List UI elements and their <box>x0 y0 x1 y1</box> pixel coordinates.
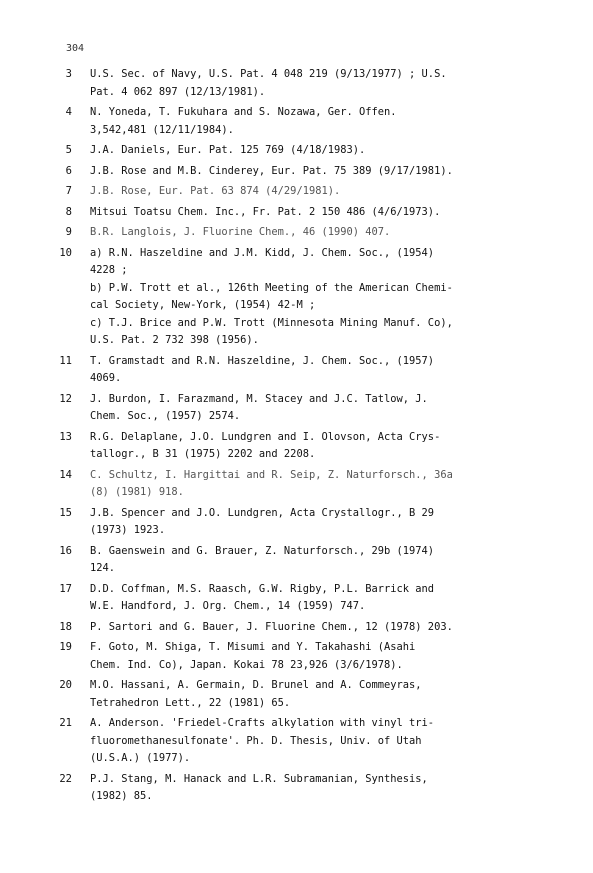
reference-item <box>0 505 593 540</box>
reference-number: 18 <box>59 620 72 633</box>
reference-line: Pat. 4 062 897 (12/13/1981). <box>90 85 266 98</box>
reference-line: J.B. Rose, Eur. Pat. 63 874 (4/29/1981). <box>90 185 341 197</box>
reference-line: (1973) 1923. <box>90 524 166 536</box>
reference-number: 20 <box>59 679 72 691</box>
reference-line: c) T.J. Brice and P.W. Trott (Minnesota Mining Manuf. Co), <box>90 316 453 329</box>
reference-line: (8) (1981) 918. <box>90 486 184 498</box>
reference-line: b) P.W. Trott et al., 126th Meeting of the American Chemi- <box>90 281 453 294</box>
reference-item <box>0 183 593 201</box>
reference-text <box>90 142 530 160</box>
reference-line: B.R. Langlois, J. Fluorine Chem., 46 (1990) 407. <box>90 226 391 238</box>
reference-item <box>0 104 593 139</box>
reference-item <box>0 639 593 674</box>
reference-line: fluoromethanesulfonate'. Ph. D. Thesis, Univ. of Utah <box>90 734 422 747</box>
reference-line: (U.S.A.) (1977). <box>90 752 191 764</box>
reference-text <box>90 353 530 388</box>
reference-line: tallogr., B 31 (1975) 2202 and 2208. <box>90 448 316 460</box>
reference-text <box>90 204 530 222</box>
reference-line: J.B. Spencer and J.O. Lundgren, Acta Crystallogr., B 29 <box>90 506 435 519</box>
reference-number: 11 <box>59 354 72 367</box>
reference-text <box>90 715 530 768</box>
reference-item <box>0 771 593 806</box>
reference-number: 4 <box>65 106 72 118</box>
reference-line: U.S. Pat. 2 732 398 (1956). <box>90 334 259 346</box>
reference-line: N. Yoneda, T. Fukuhara and S. Nozawa, Ger. Offen. <box>90 106 397 118</box>
reference-line: W.E. Handford, J. Org. Chem., 14 (1959) 747. <box>90 600 366 612</box>
reference-number: 13 <box>59 430 72 443</box>
reference-number: 16 <box>59 544 72 557</box>
reference-line: J. Burdon, I. Farazmand, M. Stacey and J.C. Tatlow, J. <box>90 392 428 405</box>
reference-line: (1982) 85. <box>90 790 153 802</box>
reference-line: D.D. Coffman, M.S. Raasch, G.W. Rigby, P.L. Barrick and <box>90 582 435 595</box>
reference-line: cal Society, New-York, (1954) 42-M ; <box>90 299 316 311</box>
page-number: 304 <box>66 43 85 54</box>
reference-item <box>0 391 593 426</box>
reference-item <box>0 677 593 712</box>
reference-item <box>0 66 593 101</box>
reference-item <box>0 543 593 578</box>
reference-text <box>90 581 530 616</box>
reference-number: 10 <box>59 246 72 259</box>
reference-number: 5 <box>65 144 72 156</box>
reference-text <box>90 391 530 426</box>
reference-number: 3 <box>65 68 72 80</box>
reference-text <box>90 66 530 101</box>
reference-line: T. Gramstadt and R.N. Haszeldine, J. Chem. Soc., (1957) <box>90 354 435 367</box>
reference-list <box>0 66 593 809</box>
reference-line: Chem. Ind. Co), Japan. Kokai 78 23,926 (3/6/1978). <box>90 658 403 671</box>
reference-item <box>0 163 593 181</box>
reference-text <box>90 245 530 350</box>
reference-text <box>90 183 530 201</box>
reference-line: 124. <box>90 562 116 574</box>
reference-item <box>0 142 593 160</box>
reference-line: 4069. <box>90 372 122 384</box>
reference-text <box>90 771 530 806</box>
reference-text <box>90 104 530 139</box>
reference-number: 6 <box>65 164 72 177</box>
reference-line: 3,542,481 (12/11/1984). <box>90 123 234 136</box>
reference-line: J.A. Daniels, Eur. Pat. 125 769 (4/18/1983). <box>90 144 366 156</box>
reference-text <box>90 505 530 540</box>
reference-line: B. Gaenswein and G. Brauer, Z. Naturforsch., 29b (1974) <box>90 544 435 557</box>
reference-number: 9 <box>65 226 72 238</box>
reference-text <box>90 543 530 578</box>
reference-line: U.S. Sec. of Navy, U.S. Pat. 4 048 219 (9/13/1977) ; U.S. <box>90 68 447 80</box>
reference-line: a) R.N. Haszeldine and J.M. Kidd, J. Chem. Soc., (1954) <box>90 246 435 259</box>
reference-line: Chem. Soc., (1957) 2574. <box>90 410 241 422</box>
reference-number: 14 <box>59 468 72 481</box>
reference-item <box>0 467 593 502</box>
reference-number: 15 <box>59 506 72 519</box>
reference-number: 12 <box>59 392 72 405</box>
reference-number: 21 <box>59 717 72 729</box>
reference-line: Mitsui Toatsu Chem. Inc., Fr. Pat. 2 150 486 (4/6/1973). <box>90 205 441 218</box>
reference-text <box>90 467 530 502</box>
reference-item <box>0 224 593 242</box>
reference-line: F. Goto, M. Shiga, T. Misumi and Y. Takahashi (Asahi <box>90 641 416 653</box>
reference-line: P. Sartori and G. Bauer, J. Fluorine Chem., 12 (1978) 203. <box>90 620 453 633</box>
reference-number: 19 <box>59 641 72 653</box>
reference-line: Tetrahedron Lett., 22 (1981) 65. <box>90 696 291 709</box>
reference-number: 8 <box>65 205 72 218</box>
reference-number: 7 <box>65 185 72 197</box>
reference-line: R.G. Delaplane, J.O. Lundgren and I. Olovson, Acta Crys- <box>90 430 441 443</box>
reference-item <box>0 581 593 616</box>
reference-text <box>90 429 530 464</box>
reference-text <box>90 224 530 242</box>
reference-item <box>0 245 593 350</box>
reference-item <box>0 715 593 768</box>
reference-line: A. Anderson. 'Friedel-Crafts alkylation with vinyl tri- <box>90 717 435 729</box>
reference-item <box>0 353 593 388</box>
reference-item <box>0 429 593 464</box>
reference-text <box>90 639 530 674</box>
reference-text <box>90 163 530 181</box>
reference-text <box>90 677 530 712</box>
reference-text <box>90 619 530 637</box>
reference-item <box>0 619 593 637</box>
reference-item <box>0 204 593 222</box>
reference-line: P.J. Stang, M. Hanack and L.R. Subramanian, Synthesis, <box>90 772 428 785</box>
reference-number: 17 <box>59 582 72 595</box>
reference-number: 22 <box>59 772 72 785</box>
reference-line: J.B. Rose and M.B. Cinderey, Eur. Pat. 75 389 (9/17/1981). <box>90 164 453 177</box>
reference-line: M.O. Hassani, A. Germain, D. Brunel and A. Commeyras, <box>90 679 422 691</box>
reference-line: C. Schultz, I. Hargittai and R. Seip, Z. Naturforsch., 36a <box>90 468 453 481</box>
reference-line: 4228 ; <box>90 264 128 276</box>
